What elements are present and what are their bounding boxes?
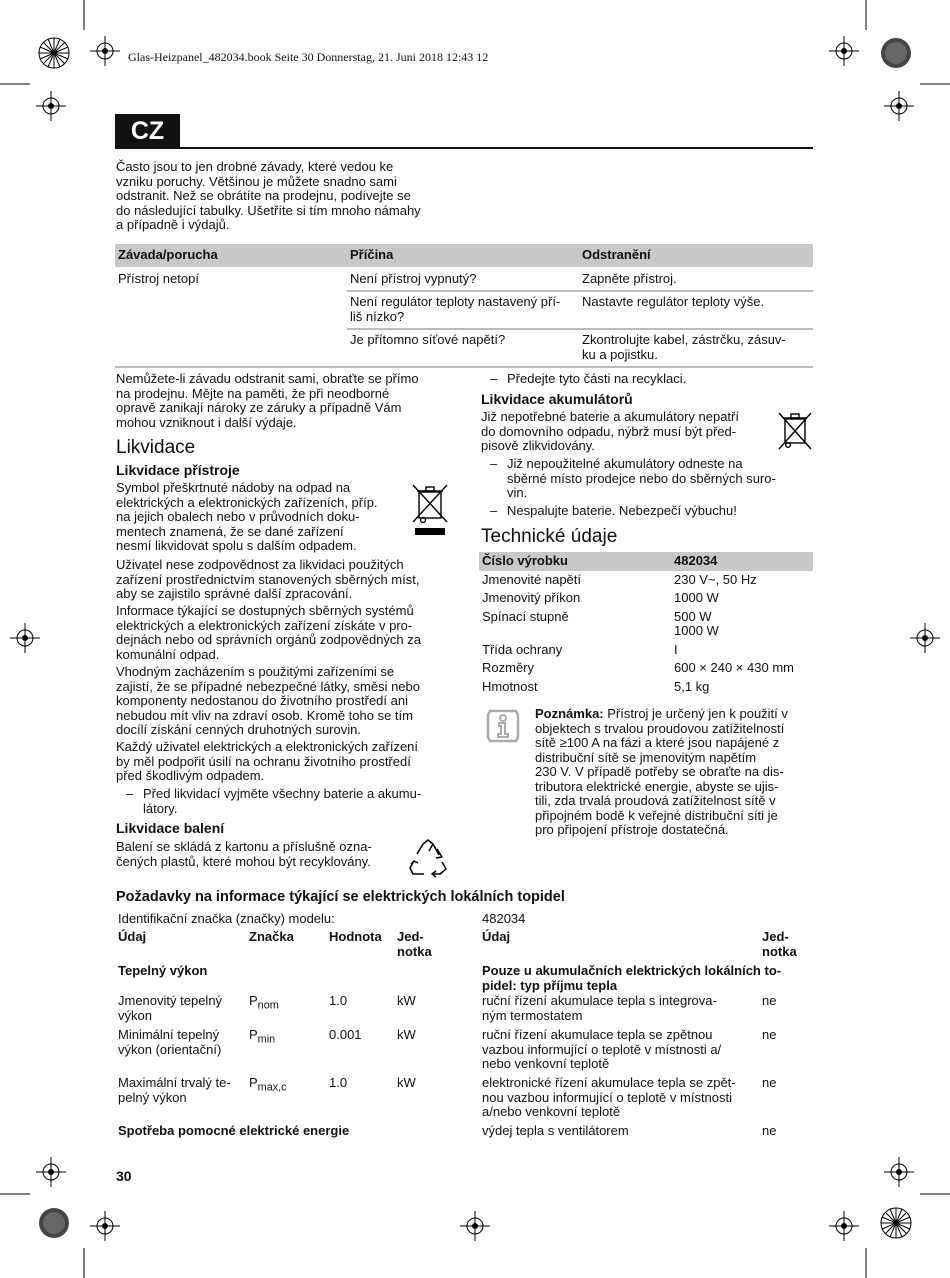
starburst-mark-icon — [38, 37, 70, 69]
model-id-label: Identifikační značka (značky) modelu: — [118, 911, 335, 926]
battery-collection-bullet: – Již nepoužitelné akumulátory odneste na sběrné místo prodejce nebo do sběrných suro- vin. — [490, 456, 776, 500]
table-row: Třída ochrany I — [482, 641, 678, 657]
table-row: Údaj Jed- notka — [482, 929, 797, 959]
battery-disposal-heading: Likvidace akumulátorů — [481, 391, 633, 407]
device-disposal-p1: Symbol přeškrtnuté nádoby na odpad na elektrických a elektronických zařízeních, příp. na jejich obalech nebo v průvodních doku- mentech znamená, že se dané zařízení nesmí likvidovat spolu s dalším odpadem. — [116, 480, 378, 553]
starburst-mark-icon — [880, 1207, 912, 1239]
registration-mark-icon — [829, 1211, 859, 1241]
device-disposal-p2: Uživatel nese zodpovědnost za likvidaci použitých zařízení prostřednictvím stanovených sběrných míst, aby se zajistilo správné další zpracování. — [116, 557, 420, 601]
device-disposal-p4: Vhodným zacházením s použitými zařízeními se zajistí, že se případné nebezpečné látky, směsi nebo komponenty nedostanou do životního prostředí ani nebudou mít vliv na zdraví osob. Kromě toho se tím docílí získání cenných druhotných surovin. — [116, 664, 420, 737]
disposal-heading: Likvidace — [116, 437, 196, 458]
table-row: Spotřeba pomocné elektrické energie — [118, 1123, 350, 1138]
tech-specs-table — [479, 552, 813, 696]
ecodesign-heading: Požadavky na informace týkající se elektrických lokálních topidel — [116, 889, 565, 905]
troubleshooting-table — [115, 244, 813, 368]
col-cause-header: Příčina — [347, 244, 579, 267]
table-row: ruční řízení akumulace tepla s integrova- ným termostatem ne — [482, 993, 777, 1023]
recycling-icon — [406, 838, 450, 878]
table-row: elektronické řízení akumulace tepla se zpět- nou vazbou informující o teplotě v místnosti a/nebo venkovní teplotě ne — [482, 1075, 777, 1119]
gray-circle-mark-icon — [880, 37, 912, 69]
registration-mark-icon — [460, 1211, 490, 1241]
header-rule — [115, 147, 813, 149]
fix-cell: Nastavte regulátor teploty výše. — [579, 291, 813, 329]
note-paragraph: Poznámka: Přístroj je určený jen k použití v objektech s trvalou proudovou zatížitelností sítě ≥100 A na fázi a které jsou napájené z distribuční sítě se jmenovitým napětím 230 V. V případě potřeby se obraťte na dis- tributora elektrické energie, abyste se ujis- tili, zda trvalá proudová zatížitelnost sítě v připojném bodě k veřejné distribuční síti je pro připojení přístroje dostatečná. — [535, 706, 788, 837]
col-fault-header: Závada/porucha — [115, 244, 347, 267]
table-row: Tepelný výkon — [118, 963, 208, 978]
gray-circle-mark-icon — [38, 1207, 70, 1239]
registration-mark-icon — [910, 623, 940, 653]
recycle-parts-bullet: – Předejte tyto části na recyklaci. — [490, 371, 687, 386]
table-row: ruční řízení akumulace tepla se zpětnou vazbou informující o teplotě v místnosti a/ nebo venkovní teplotě ne — [482, 1027, 777, 1071]
fix-cell: Zapněte přístroj. — [582, 270, 677, 286]
fix-cell: Zkontrolujte kabel, zástrčku, zásuv- ku a pojistku. — [579, 329, 813, 367]
device-disposal-p5: Každý uživatel elektrických a elektronických zařízení by měl podpořit úsilí na ochranu životního prostředí před škodlivým odpadem. — [116, 739, 419, 783]
page-number: 30 — [116, 1168, 132, 1184]
registration-mark-icon — [884, 1157, 914, 1187]
model-id-value: 482034 — [482, 911, 526, 926]
intro-paragraph: Často jsou to jen drobné závady, které vedou ke vzniku poruchy. Většinou je můžete snadno sami odstranit. Než se obrátíte na prodejnu, podívejte se do následující tabulky. Ušetříte si tím mnoho námahy a případně i výdajů. — [116, 159, 421, 232]
battery-burn-bullet: – Nespalujte baterie. Nebezpečí výbuchu! — [490, 503, 737, 518]
table-row: výdej tepla s ventilátorem ne — [482, 1123, 777, 1138]
note-label: Poznámka: — [535, 706, 604, 721]
heat-input-table — [482, 930, 814, 1139]
crossed-bin-icon — [410, 482, 450, 538]
cause-cell: Není regulátor teploty nastavený pří- liš nízko? — [347, 291, 579, 329]
heat-output-table — [118, 930, 458, 1139]
fault-cell: Přístroj netopí — [115, 267, 347, 368]
cause-cell: Je přítomno síťové napětí? — [347, 329, 579, 367]
table-row: Jmenovitý příkon 1000 W — [482, 590, 719, 605]
table-row: Číslo výrobku 482034 — [479, 552, 813, 571]
repair-paragraph: Nemůžete-li závadu odstranit sami, obraťte se přímo na prodejnu. Mějte na paměti, že při neodborné opravě zanikají nároky ze záruky a případně Vám mohou vzniknout i další výdaje. — [116, 371, 419, 430]
info-icon — [486, 709, 520, 743]
registration-mark-icon — [36, 1157, 66, 1187]
book-header: Glas-Heizpanel_482034.book Seite 30 Donnerstag, 21. Juni 2018 12:43 12 — [128, 50, 489, 64]
packaging-disposal-heading: Likvidace balení — [116, 820, 225, 836]
table-row: Údaj Značka Hodnota Jed- notka — [118, 929, 432, 959]
table-row: Pouze u akumulačních elektrických lokálních to- pidel: typ příjmu tepla — [482, 963, 782, 993]
device-disposal-p3: Informace týkající se dostupných sběrných systémů elektrických a elektronických zařízení získáte v pro- dejnách nebo od správních orgánů zodpovědných za komunální odpad. — [116, 603, 421, 662]
battery-removal-bullet: – Před likvidací vyjměte všechny baterie a akumu- látory. — [126, 786, 422, 816]
table-row: Spínací stupně 500 W 1000 W — [482, 608, 719, 638]
registration-mark-icon — [829, 36, 859, 66]
crossed-bin-icon — [776, 410, 814, 452]
table-row: Jmenovité napětí 230 V~, 50 Hz — [482, 571, 757, 587]
table-row: Minimální tepelný výkon (orientační) $P_{min}$ 0.001 kW — [118, 1027, 416, 1057]
registration-mark-icon — [884, 91, 914, 121]
language-badge: CZ — [115, 114, 180, 148]
tech-specs-heading: Technické údaje — [481, 526, 618, 547]
table-row: Maximální trvalý te- pelný výkon $P_{max,c}$ 1.0 kW — [118, 1075, 416, 1105]
registration-mark-icon — [90, 1211, 120, 1241]
registration-mark-icon — [36, 91, 66, 121]
table-row: Jmenovitý tepelný výkon $P_{nom}$ 1.0 kW — [118, 993, 416, 1023]
device-disposal-heading: Likvidace přístroje — [116, 462, 240, 478]
battery-paragraph: Již nepotřebné baterie a akumulátory nepatří do domovního odpadu, nýbrž musí být před- pisově zlikvidovány. — [481, 409, 739, 453]
cause-cell: Není přístroj vypnutý? — [350, 270, 477, 286]
registration-mark-icon — [90, 36, 120, 66]
packaging-paragraph: Balení se skládá z kartonu a příslušně ozna- čených plastů, které mohou být recyklovány. — [116, 839, 372, 869]
registration-mark-icon — [10, 623, 40, 653]
table-row: Hmotnost 5,1 kg — [482, 678, 710, 694]
col-fix-header: Odstranění — [579, 244, 813, 267]
table-row — [115, 267, 813, 292]
table-row: Rozměry 600 × 240 × 430 mm — [482, 660, 794, 675]
